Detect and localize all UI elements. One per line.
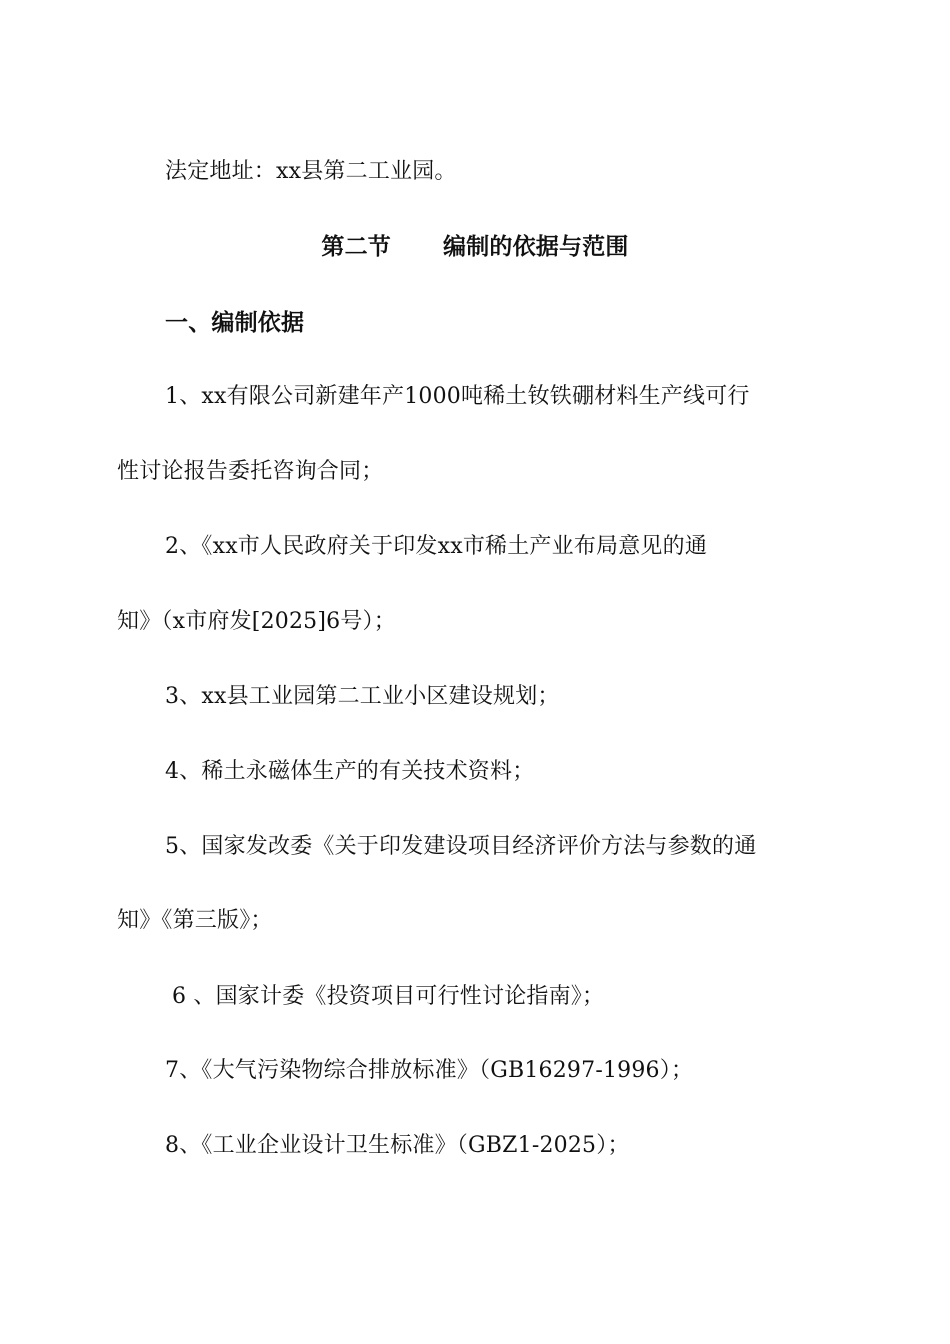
section-heading [0,232,950,262]
subheading: 一、编制依据 [165,310,305,336]
section-number: 第二节 [321,234,391,260]
list-item-1-line-2: 性讨论报告委托咨询合同； [117,459,384,484]
address-line: 法定地址：xx县第二工业园。 [165,159,457,184]
section-title: 编制的依据与范围 [443,234,629,260]
list-item-3: 3、xx县工业园第二工业小区建设规划； [165,684,560,709]
list-item-2-line-1: 2、《xx市人民政府关于印发xx市稀土产业布局意见的通 [165,534,708,559]
list-item-7: 7、《大气污染物综合排放标准》（GB16297-1996）； [165,1058,694,1083]
list-item-2-line-2: 知》（x市府发[2025]6号）； [117,609,396,634]
list-item-5-line-1: 5、国家发改委《关于印发建设项目经济评价方法与参数的通 [165,834,757,859]
list-item-8: 8、《工业企业设计卫生标准》（GBZ1-2025）； [165,1133,630,1158]
list-item-1-line-1: 1、xx有限公司新建年产1000吨稀土钕铁硼材料生产线可行 [165,384,750,409]
list-item-6: 6 、国家计委《投资项目可行性讨论指南》； [172,984,605,1009]
list-item-4: 4、稀土永磁体生产的有关技术资料； [165,759,535,784]
list-item-5-line-2: 知》《第三版》； [117,908,273,933]
